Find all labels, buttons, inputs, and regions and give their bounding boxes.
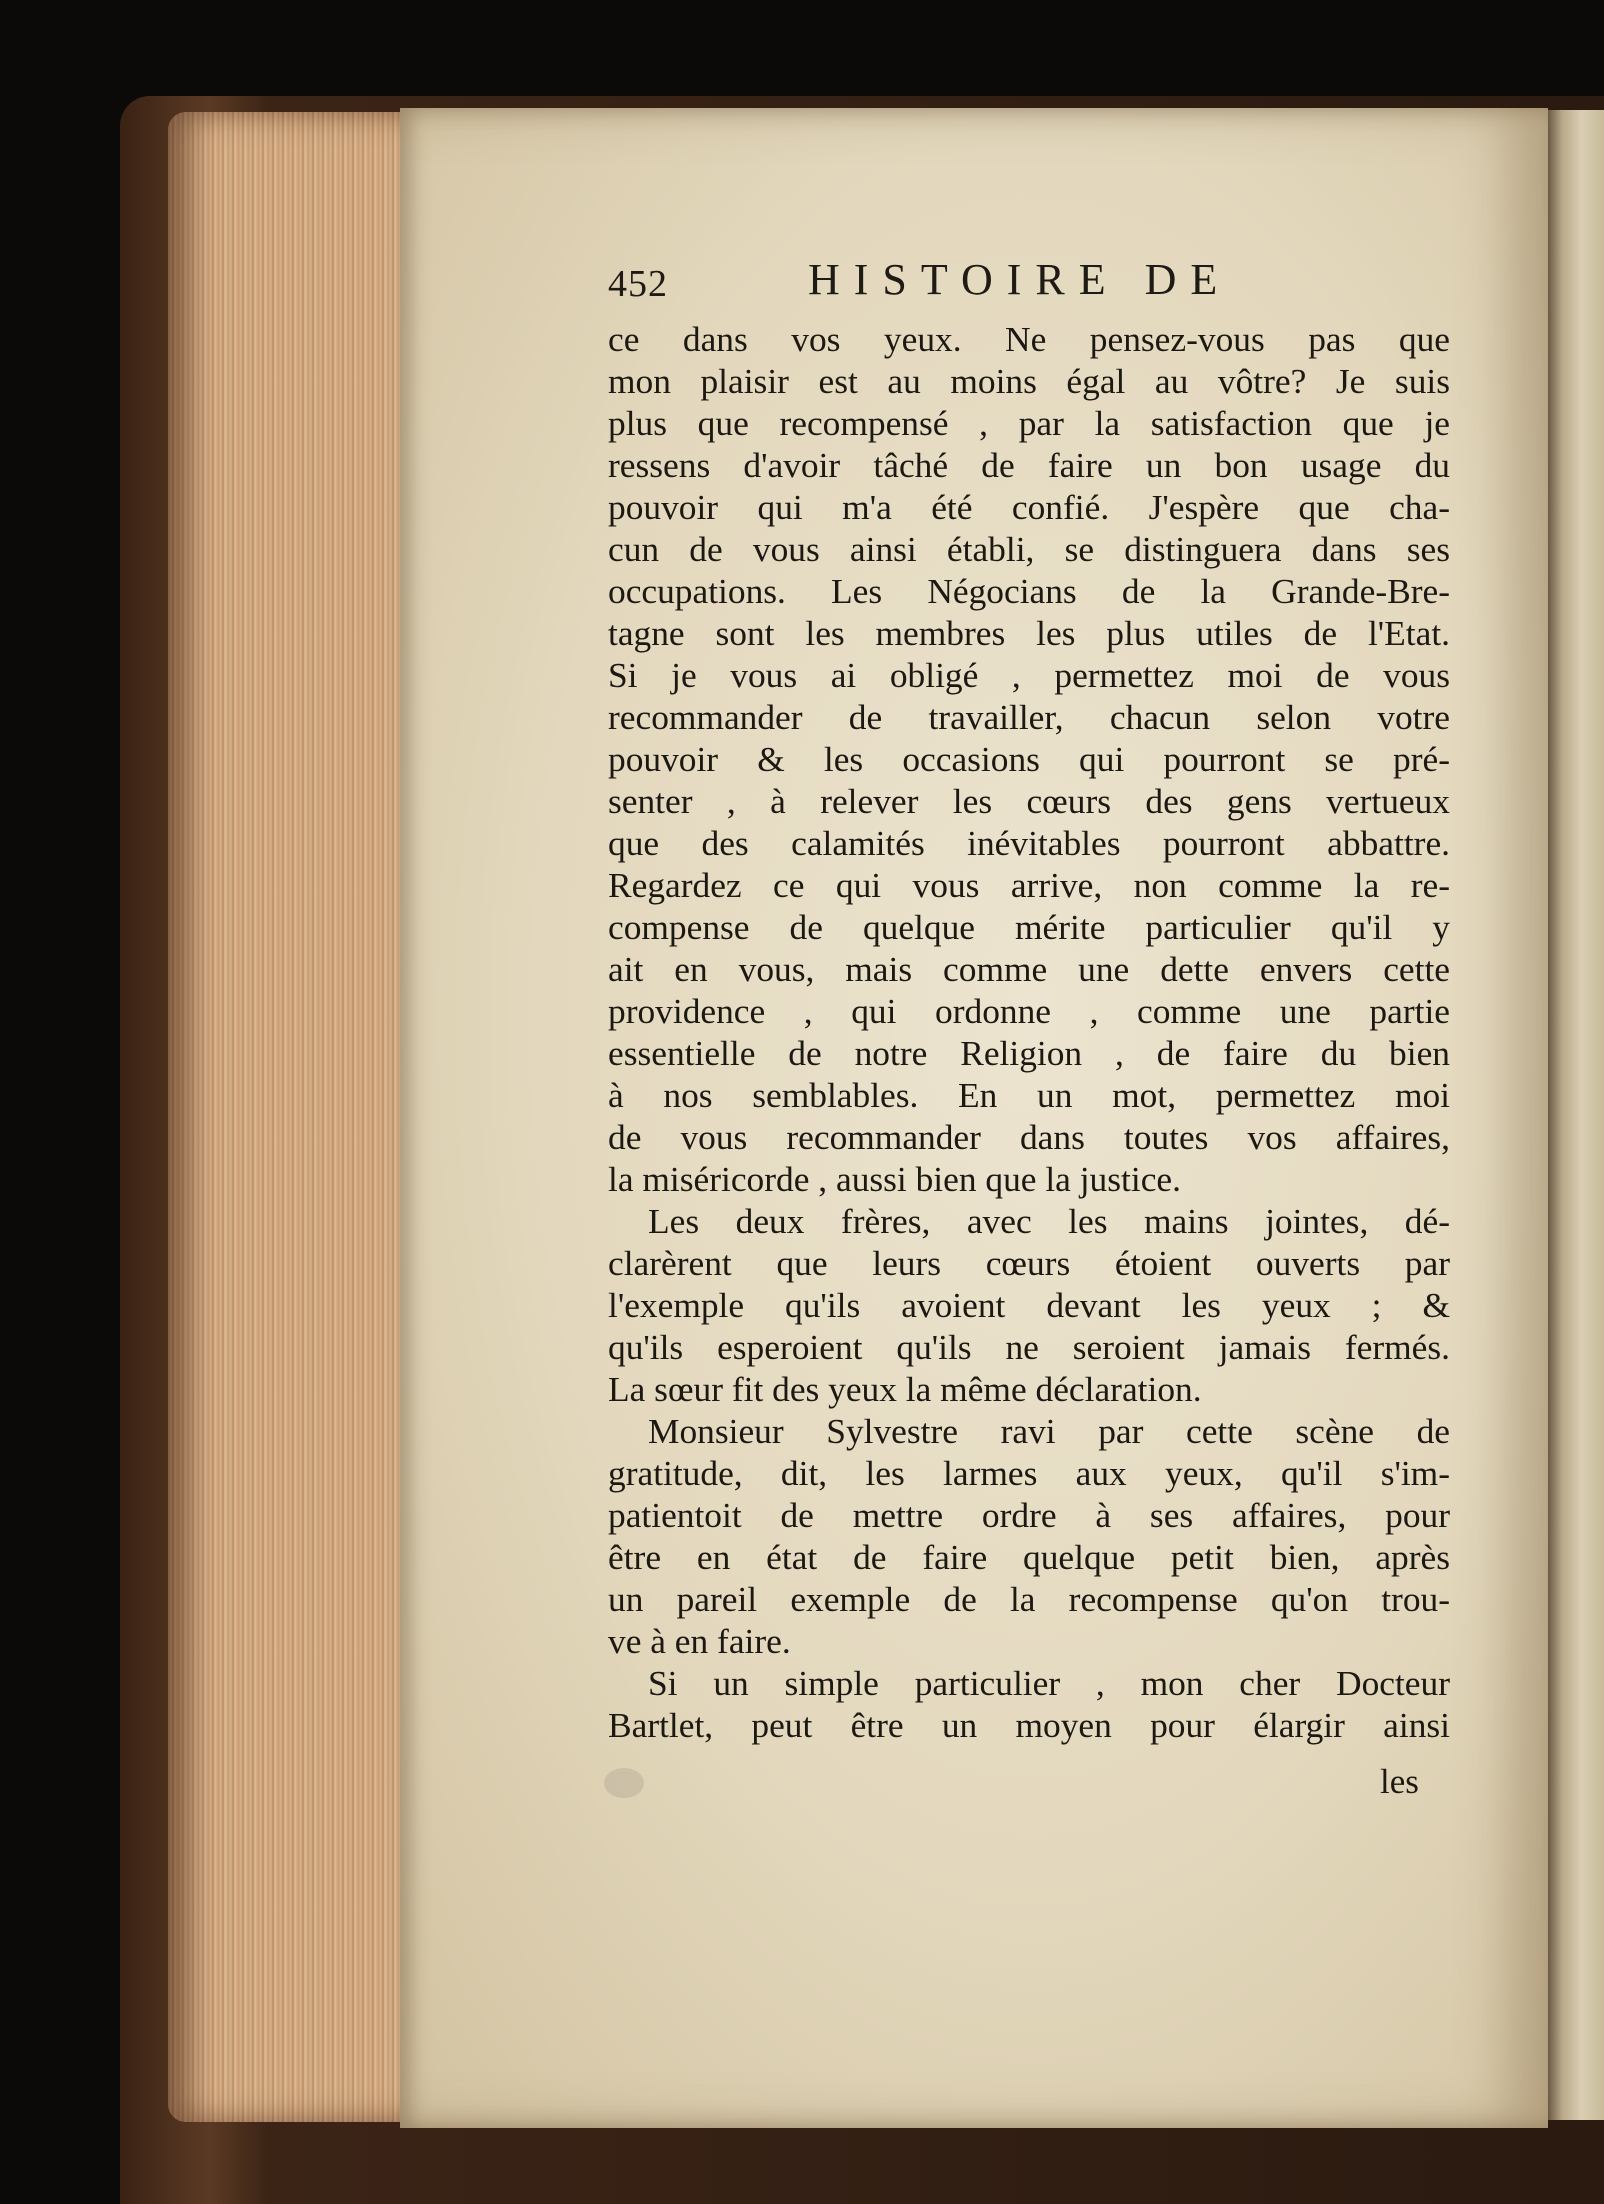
text-line: clarèrent que leurs cœurs étoient ouverts par — [608, 1243, 1450, 1283]
text-line: Bartlet, peut être un moyen pour élargir ainsi — [608, 1705, 1450, 1745]
text-line: Les deux frères, avec les mains jointes, dé- — [648, 1201, 1450, 1241]
text-line: la miséricorde , aussi bien que la justice. — [608, 1159, 1181, 1199]
text-line: ce dans vos yeux. Ne pensez-vous pas que — [608, 319, 1450, 359]
text-line: pouvoir qui m'a été confié. J'espère que cha- — [608, 487, 1450, 527]
text-line: recommander de travailler, chacun selon votre — [608, 697, 1450, 737]
text-line: cun de vous ainsi établi, se distinguera dans ses — [608, 529, 1450, 569]
text-line: Regardez ce qui vous arrive, non comme la re- — [608, 865, 1450, 905]
body-text — [608, 318, 1450, 1746]
text-line: gratitude, dit, les larmes aux yeux, qu'il s'im- — [608, 1453, 1450, 1493]
facing-page-edge — [1548, 110, 1604, 2120]
text-line: ressens d'avoir tâché de faire un bon usage du — [608, 445, 1450, 485]
text-line: compense de quelque mérite particulier qu'il y — [608, 907, 1450, 947]
text-line: que des calamités inévitables pourront abbattre. — [608, 823, 1450, 863]
text-line: qu'ils esperoient qu'ils ne seroient jamais fermés. — [608, 1327, 1450, 1367]
text-line: occupations. Les Négocians de la Grande-Bre- — [608, 571, 1450, 611]
text-line: mon plaisir est au moins égal au vôtre? Je suis — [608, 361, 1450, 401]
text-line: l'exemple qu'ils avoient devant les yeux ; & — [608, 1285, 1450, 1325]
text-line: senter , à relever les cœurs des gens vertueux — [608, 781, 1450, 821]
text-line: tagne sont les membres les plus utiles de l'Etat. — [608, 613, 1450, 653]
text-line: Si je vous ai obligé , permettez moi de vous — [608, 655, 1450, 695]
text-line: plus que recompensé , par la satisfaction que je — [608, 403, 1450, 443]
page-edges — [168, 112, 408, 2122]
ink-smudge — [604, 1768, 644, 1798]
text-line: essentielle de notre Religion , de faire du bien — [608, 1033, 1450, 1073]
text-line: La sœur fit des yeux la même déclaration. — [608, 1369, 1202, 1409]
text-line: Si un simple particulier , mon cher Docteur — [648, 1663, 1450, 1703]
text-line: providence , qui ordonne , comme une partie — [608, 991, 1450, 1031]
running-head — [608, 252, 1308, 312]
text-line: ait en vous, mais comme une dette envers cette — [608, 949, 1450, 989]
text-line: de vous recommander dans toutes vos affaires, — [608, 1117, 1450, 1157]
text-line: à nos semblables. En un mot, permettez moi — [608, 1075, 1450, 1115]
text-line: pouvoir & les occasions qui pourront se pré- — [608, 739, 1450, 779]
page-number: 452 — [608, 263, 668, 305]
text-line: un pareil exemple de la recompense qu'on trou- — [608, 1579, 1450, 1619]
text-line: ve à en faire. — [608, 1621, 791, 1661]
text-line: Monsieur Sylvestre ravi par cette scène de — [648, 1411, 1450, 1451]
catchword: les — [1380, 1762, 1419, 1801]
running-title: HISTOIRE DE — [808, 255, 1232, 304]
text-line: patientoit de mettre ordre à ses affaires, pour — [608, 1495, 1450, 1535]
text-line: être en état de faire quelque petit bien, après — [608, 1537, 1450, 1577]
